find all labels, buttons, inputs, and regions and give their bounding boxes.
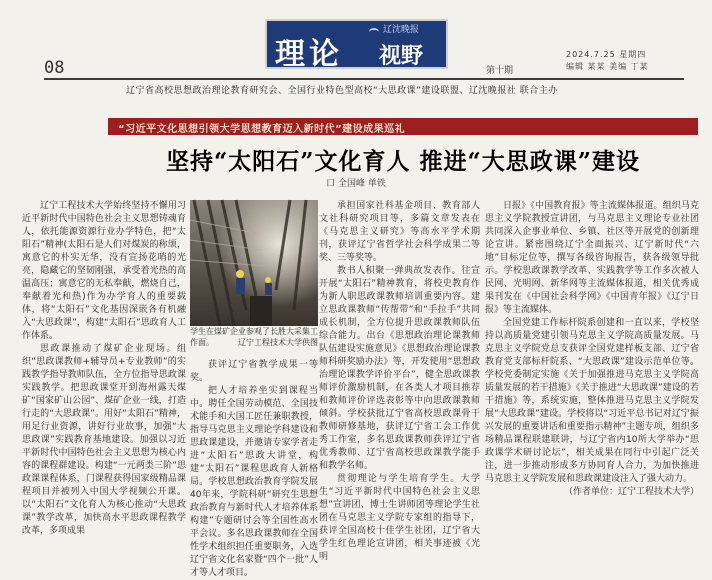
editor-credits: 编辑 某某 美编 丁某 — [566, 62, 649, 71]
article-column-1 — [22, 200, 186, 536]
article-column-4 — [485, 200, 699, 523]
article-column-3 — [319, 200, 480, 562]
masthead — [265, 19, 448, 72]
masthead-subtitle: 视野 — [379, 43, 424, 69]
masthead-title: 理论 — [275, 37, 343, 72]
article-column-2 — [190, 359, 318, 578]
paragraph: 辽宁工程技术大学始终坚持不懈用习近平新时代中国特色社会主义思想铸魂育人，依托能源资源行业办学特色，把“太阳石”精神(太阳石是人们对煤炭的称颂，寓意它的朴实无华，没有宣扬花哨的光亮，隐藏它的坚韧刚强，承受着光热的高温高压；寓意它的无私奉献，燃烧自己，奉献着光和热)作为办学育人的重要载体，将“太阳石”文化基因深嵌各有机融入“大思政课”，构建“太阳石”思政育人工作体系。 — [22, 201, 186, 341]
paragraph: 获评辽宁省教学成果一等奖。 — [190, 360, 318, 383]
paragraph: 承担国家社科基金项目、教育部人文社科研究项目等，多篇文章发表在《马克思主义研究》等高水平学术期刊，获评辽宁省哲学社会科学成果二等奖、三等奖等。 — [319, 201, 480, 263]
header-rule — [44, 78, 684, 80]
paragraph: （作者单位：辽宁工程技术大学） — [563, 487, 699, 497]
paragraph: 把人才培养坐实到课程当中。聘任全国劳动模范、全国技术能手和大国工匠任兼职教授，指导马克思主义理论学科建设和思政课建设，并邀请专家学者走进“太阳石”思政大讲堂，构建“太阳石”课程思政育人新格局。学校思想政治教育学院发展40年来，学院科研“研究生思想政治教育与新时代人才培养体系构建”专题研讨会等全国性高水平会议。多名思政课教师在全国性学术组织担任重要职务，入选辽宁省文化名家暨“四个一批”人才等人才项目。 — [190, 386, 318, 578]
issue-number: 第十期 — [486, 66, 514, 76]
paragraph: 思政课推动了煤矿企业现场。组织“思政课教师+辅导员+专业教师”的实践教学指导教师队伍，全方位指导思政课实践教学。把思政课堂开到海州露天煤矿“国家矿山公园”、煤矿企业一线，打造行走的“大思政课”。用好“太阳石”精神，用足行业资源，讲好行业故事，加强“大思政课”实践教育基地建设。加强以习近平新时代中国特色社会主义思想为核心内容的课程群建设。构建“一元两类三阶”思政课课程体系，门课程获得国家级精品课程项目并被列入中国大学视频公开课。以“太阳石”文化育人为核心推动“大思政课”教学改革，加快高水平思政课程教学改革，多项成果 — [22, 344, 186, 536]
page-number: 08 — [44, 58, 65, 78]
article-byline: 口 全国峰 单铁 — [326, 179, 386, 189]
paragraph: 全国党建工作标杆院系创建和一直以来，学校坚持以高质量党建引领马克思主义学院高质量发展。马克思主义学院党总支获评全国党建样板支部、辽宁省教育党支部标杆院系、“大思政课”建设示范单位等。学校党委制定实施《关于加强推进马克思主义学院高质量发展的若干措施》《关于推进“大思政课”建设的若干措施》等，系统实施，整体推进马克思主义学院发展“大思政课”建设。学校将以“习近平总书记对辽宁振兴发展的重要讲话和重要指示精神”主题专项，组织多场精品课程联建联讲，与辽宁省内10所大学举办“思政课学术研讨论坛”，相关成果在同行中引起广泛关注，进一步推动形成多方协同育人合力，为加快推进马克思主义学院发展和思政课建设注入了强大动力。 — [485, 318, 699, 484]
swoosh-icon — [369, 28, 379, 36]
sponsor-line: 辽宁省高校思想政治理论教育研究会、全国行业特色型高校“大思政课”建设联盟、辽沈晚报社 联合主办 — [126, 86, 558, 96]
paragraph: 日报》《中国教育报》等主流媒体报道。组织马克思主义学院教授宣讲团，与马克思主义理论专业社团共同深入企事业单位、乡镇、社区等开展党的创新理论宣讲。紧密围绕辽宁全面振兴、辽宁新时代“六地”目标定位等，撰写各级咨询报告，获各级领导批示。学校思政课教学改革、实践教学等工作多次被人民网、光明网、新华网等主流媒体报道，相关优秀成果刊发在《中国社会科学网》《中国青年报》《辽宁日报》等主流媒体。 — [485, 201, 699, 315]
article-photo — [190, 200, 318, 326]
mine-tunnel-image — [190, 200, 318, 326]
paragraph: 贯彻理论与学生培育学生。大学生“习近平新时代中国特色社会主义思想”宣讲团、博士生讲师团等理论学生社团在马克思主义学院专家组的指导下，获评全国高校十佳学生社团，辽宁省大学生红色理论宣讲团，相关事迹被《光明 — [319, 474, 480, 562]
photo-credit: 辽宁工程技术大学供图 — [238, 338, 318, 347]
article-headline: 坚持“太阳石”文化育人 推进“大思政课”建设 — [166, 148, 640, 175]
paragraph: 教书人积聚一弹典故发表作。往宣开展“太阳石”精神教育，将校史教育作为新人职思政课教师培训重要内容。建立思政课教师“传帮带”和“手拉手”共同成长机制，全方位提升思政课教师队伍综合能力。出台《思想政治理论课教师队伍建设实施意见》《思想政治理论课教师科研奖励办法》等，开发使用“思想政治理论课教学评价平台”，健全思政课教师评价激励机制，在各类人才项目推荐和教师评价评选表彰等中向思政课教师倾斜。学校获批辽宁省高校思政课骨干教师研修基地，获评辽宁省工会工作优秀工作室，多名思政课教师获评辽宁省优秀教师、辽宁省高校思政课教学能手和教学名师。 — [319, 266, 480, 471]
photo-caption: 学生在煤矿企业参观了长胜大采集工作面。 — [190, 327, 318, 347]
publication-date: 2024.7.25 星期四 — [566, 50, 647, 59]
banner-text: “习近平文化思想引领大学思想教育迈入新时代”建设成果巡礼 — [118, 124, 406, 135]
masthead-logo: 辽沈晚报 — [383, 25, 420, 35]
section-banner — [108, 118, 698, 135]
